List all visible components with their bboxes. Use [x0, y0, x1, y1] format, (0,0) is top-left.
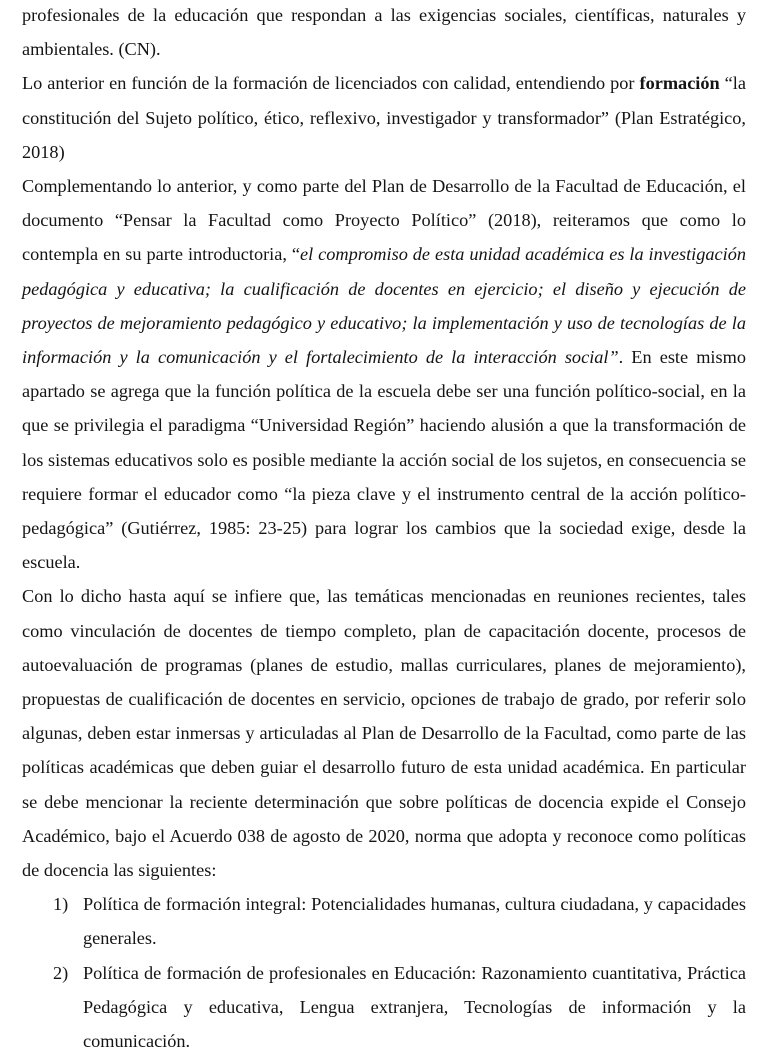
list-item-text: Política de formación de profesionales en Educación: Razonamiento cuantitativa, Práctica Pedagógica y educativa, Lengua extranjera, Tecnologías de información y la comunicación. — [83, 962, 746, 1052]
paragraph-3 — [22, 169, 746, 579]
paragraph-2 — [22, 66, 746, 169]
policies-list — [22, 887, 746, 1058]
paragraph-2-text-end: “la constitución del Sujeto político, ético, reflexivo, investigador y transformador” (Plan Estratégico, 2018) — [22, 73, 746, 162]
document-page — [22, 0, 746, 1058]
list-item-text: Política de formación integral: Potencialidades humanas, cultura ciudadana, y capacidades generales. — [83, 894, 746, 949]
paragraph-3-text-start: Complementando lo anterior, y como parte del Plan de Desarrollo de la Facultad de Educación, el documento “Pensar la Facultad como Proyecto Político” (2018), reiteramos que como lo contempla en su parte introductoria, “ — [22, 176, 746, 265]
italic-quotation: el compromiso de esta unidad académica es la investigación pedagógica y educativa; la cualificación de docentes en ejercicio; el diseño y ejecución de proyectos de mejoramiento pedagógico y educativo; la implementación y uso de tecnologías de la información y la comunicación y el fortalecimiento de la interacción social” — [22, 244, 747, 368]
paragraph-3-text-end: . En este mismo apartado se agrega que la función política de la escuela debe ser una función político-social, en la que se privilegia el paradigma “Universidad Región” haciendo alusión a que la transformación de los sistemas educativos solo es posible mediante la acción social de los sujetos, en consecuencia se requiere formar el educador como “la pieza clave y el instrumento central de la acción político-pedagógica” (Gutiérrez, 1985: 23-25) para lograr los cambios que la sociedad exige, desde la escuela. — [22, 347, 746, 573]
list-item-number: 1) — [53, 894, 69, 915]
bold-term-formacion: formación — [639, 73, 720, 94]
paragraph-4: Con lo dicho hasta aquí se infiere que, las temáticas mencionadas en reuniones recientes, tales como vinculación de docentes de tiempo completo, plan de capacitación docente, procesos de autoevaluación de programas (planes de estudio, mallas curriculares, planes de mejoramiento), propuestas de cualificación de docentes en servicio, opciones de trabajo de grado, por referir solo algunas, deben estar inmersas y articuladas al Plan de Desarrollo de la Facultad, como parte de las políticas académicas que deben guiar el desarrollo futuro de esta unidad académica. En particular se debe mencionar la reciente determinación que sobre políticas de docencia expide el Consejo Académico, bajo el Acuerdo 038 de agosto de 2020, norma que adopta y reconoce como políticas de docencia las siguientes: — [22, 586, 746, 881]
list-item — [22, 887, 746, 955]
paragraph-2-text-start: Lo anterior en función de la formación de licenciados con calidad, entendiendo por — [22, 73, 640, 94]
paragraph-1: profesionales de la educación que respondan a las exigencias sociales, científicas, naturales y ambientales. (CN). — [22, 5, 746, 60]
list-item-number: 2) — [53, 962, 69, 983]
